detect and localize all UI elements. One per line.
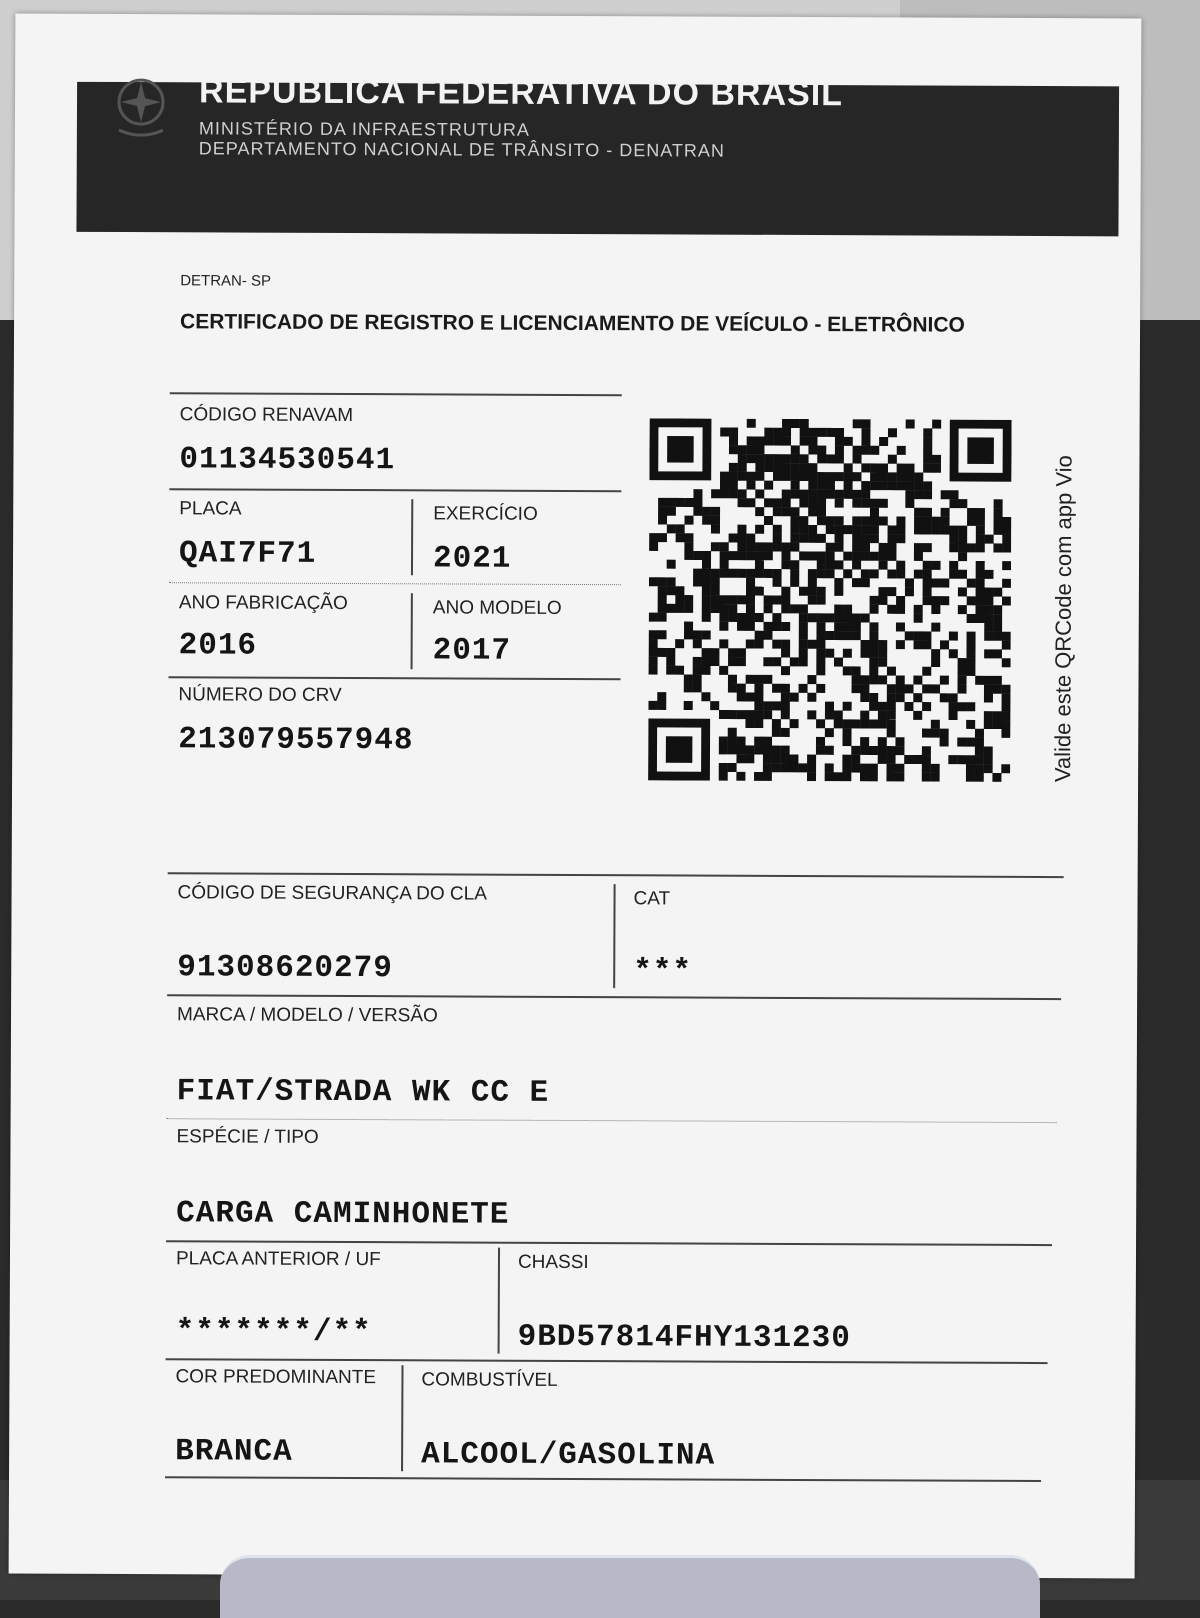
ano-fabricacao-label: ANO FABRICAÇÃO <box>178 592 348 615</box>
divider <box>613 884 615 988</box>
header-ministry: MINISTÉRIO DA INFRAESTRUTURA <box>198 118 530 140</box>
ano-modelo-label: ANO MODELO <box>432 597 562 619</box>
cat-label: CAT <box>633 888 671 910</box>
issuer-label: DETRAN- SP <box>180 272 272 290</box>
chassi-label: CHASSI <box>517 1251 589 1274</box>
divider <box>166 1240 1052 1246</box>
document-title: CERTIFICADO DE REGISTRO E LICENCIAMENTO DE VEÍCULO - ELETRÔNICO <box>180 310 965 337</box>
cor-value: BRANCA <box>175 1434 293 1470</box>
combustivel-value: ALCOOL/GASOLINA <box>421 1437 716 1474</box>
crv-value: 213079557948 <box>178 722 414 759</box>
especie-tipo-value: CARGA CAMINHONETE <box>176 1196 510 1233</box>
qr-code <box>648 418 1012 782</box>
cat-value: *** <box>633 954 693 990</box>
crv-label: NÚMERO DO CRV <box>178 684 342 706</box>
document-stand <box>220 1555 1040 1618</box>
ano-fabricacao-value: 2016 <box>178 628 258 664</box>
vehicle-certificate-paper <box>9 14 1142 1579</box>
divider <box>498 1248 500 1354</box>
placa-value: QAI7F71 <box>178 536 317 572</box>
renavam-label: CÓDIGO RENAVAM <box>179 404 354 427</box>
divider <box>170 392 622 396</box>
divider <box>411 593 413 669</box>
placa-anterior-label: PLACA ANTERIOR / UF <box>175 1248 381 1271</box>
cor-label: COR PREDOMINANTE <box>175 1366 377 1389</box>
exercicio-value: 2021 <box>432 541 512 577</box>
seguranca-cla-label: CÓDIGO DE SEGURANÇA DO CLA <box>177 882 487 905</box>
combustivel-label: COMBUSTÍVEL <box>421 1369 558 1391</box>
header-title: REPÚBLICA FEDERATIVA DO BRASIL <box>198 72 844 114</box>
divider <box>167 1118 1057 1123</box>
divider <box>411 499 413 575</box>
divider <box>169 582 621 585</box>
placa-anterior-value: *******/** <box>175 1314 372 1351</box>
seguranca-cla-value: 91308620279 <box>177 950 393 987</box>
chassi-value: 9BD57814FHY131230 <box>517 1319 851 1357</box>
divider <box>165 1476 1041 1482</box>
divider <box>166 1358 1048 1364</box>
renavam-value: 01134530541 <box>179 442 396 479</box>
divider <box>169 676 621 680</box>
divider <box>169 488 621 492</box>
coat-of-arms-icon <box>111 72 171 142</box>
divider <box>168 872 1064 878</box>
marca-modelo-label: MARCA / MODELO / VERSÃO <box>176 1004 438 1027</box>
qr-validation-note: Valide este QRCode com app Vio <box>1050 455 1077 783</box>
marca-modelo-value: FIAT/STRADA WK CC E <box>176 1074 550 1111</box>
exercicio-label: EXERCÍCIO <box>433 503 538 525</box>
header-department: DEPARTAMENTO NACIONAL DE TRÂNSITO - DENATRAN <box>198 138 725 161</box>
especie-tipo-label: ESPÉCIE / TIPO <box>176 1126 319 1148</box>
divider <box>167 994 1061 1000</box>
ano-modelo-value: 2017 <box>432 633 512 669</box>
placa-label: PLACA <box>179 498 242 520</box>
divider <box>401 1365 403 1471</box>
